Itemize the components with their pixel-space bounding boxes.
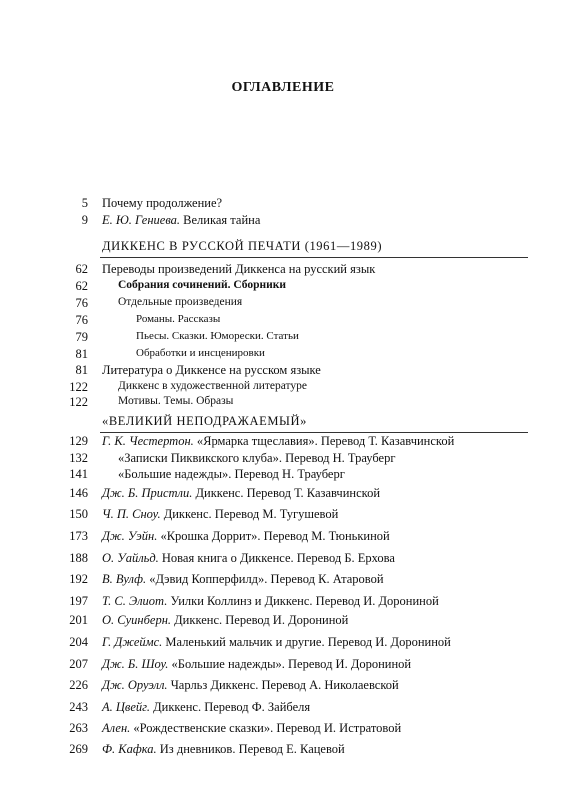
page-number: 76 (75, 296, 88, 310)
entry-author: Дж. Б. Пристли. (102, 486, 193, 500)
entry-author: Г. К. Честертон. (102, 434, 194, 448)
page-number: 79 (75, 330, 88, 344)
page-number: 243 (69, 700, 88, 714)
page-number: 9 (81, 213, 88, 227)
page-number: 188 (69, 551, 88, 565)
page-title: ОГЛАВЛЕНИЕ (231, 80, 335, 95)
entry-title: Диккенс. Перевод Т. Казавчинской (195, 486, 381, 500)
entry-title: Переводы произведений Диккенса на русский язык (102, 262, 376, 276)
page-number: 192 (69, 572, 88, 586)
page-number: 5 (81, 196, 88, 210)
entry-title: Романы. Рассказы (136, 313, 221, 325)
entry-author: Дж. Уэйн. (102, 529, 158, 543)
entry-title: Литература о Диккенсе на русском языке (102, 363, 321, 377)
page-number: 146 (69, 486, 88, 500)
entry-title: Диккенс. Перевод Ф. Зайбеля (153, 700, 311, 714)
entry-title: «Ярмарка тщеславия». Перевод Т. Казавчинской (196, 434, 455, 448)
entry-title: Маленький мальчик и другие. Перевод И. Дорониной (165, 635, 451, 649)
entry-title: Почему продолжение? (102, 196, 223, 210)
entry-title: «Рождественские сказки». Перевод И. Истратовой (133, 721, 402, 735)
entry-title: Собрания сочинений. Сборники (118, 279, 287, 291)
entry-author: О. Уайльд. (102, 551, 159, 565)
page-number: 122 (69, 395, 88, 409)
section-divider (100, 432, 528, 433)
entry-author: Дж. Оруэлл. (102, 678, 168, 692)
page-number: 207 (69, 657, 88, 671)
entry-title: Диккенс. Перевод М. Тугушевой (163, 507, 339, 521)
entry-title: Из дневников. Перевод Е. Кацевой (159, 742, 345, 756)
entry-title: Диккенс в художественной литературе (118, 380, 308, 392)
entry-author: Ф. Кафка. (102, 742, 157, 756)
entry-author: Г. Джеймс. (102, 635, 163, 649)
entry-title: Великая тайна (183, 213, 261, 227)
entry-author: А. Цвейг. (102, 700, 150, 714)
entry-author: Т. С. Элиот. (102, 594, 168, 608)
section-divider (100, 257, 528, 258)
page-number: 173 (69, 529, 88, 543)
entry-title: Отдельные произведения (118, 296, 243, 308)
contents-page: ОГЛАВЛЕНИЕ 5 Почему продолжение? 9 Е. Ю. Гениева. Великая тайна ДИККЕНС В РУССКОЙ ПЕЧАТИ (1961—1989) 62 Переводы произведений Диккенса на русский язык 62 Собрания сочинений. Сборники 76 Отдельные произведения 76 Романы. Рассказы 79 Пьесы. Сказки. Юморески. Статьи 81 Обработки и инсценировки 81 Литература о Диккенсе на русском языке 122 Диккенс в художественной литературе 122 Мотивы. Темы. Образы «ВЕЛИКИЙ НЕПОДРАЖАЕМЫЙ» 129 Г. К. Честертон. «Ярмарка тщеславия». Перевод Т. Казавчинской 132 «Записки Пиквикского клуба». Перевод Н. Трауберг 141 «Большие надежды». Перевод Н. Трауберг 146 Дж. Б. Пристли. Диккенс. Перевод Т. Казавчинской 150 Ч. П. Сноу. Диккенс. Перевод М. Тугушевой 173 Дж. Уэйн. «Крошка Доррит». Перевод М. Тюнькиной 188 О. Уайльд. Новая книга о Диккенсе. Перевод Б. Ерхова 192 В. Вулф. «Дэвид Копперфилд». Перевод К. Атаровой 197 Т. С. Элиот. Уилки Коллинз и Диккенс. Перевод И. Дорониной 201 О. Суинберн. Диккенс. Перевод И. Дорониной 204 Г. Джеймс. Маленький мальчик и другие. Перевод И. Дорониной 207 Дж. Б. Шоу. «Большие надежды». Перевод И. Дорониной 226 Дж. Оруэлл. Чарльз Диккенс. Перевод А. Николаевской 243 А. Цвейг. Диккенс. Перевод Ф. Зайбеля 263 Ален. «Рождественские сказки». Перевод И. Истратовой 269 Ф. Кафка. Из дневников. Перевод Е. Кацевой (0, 0, 566, 800)
entry-title: Мотивы. Темы. Образы (118, 395, 234, 407)
entry-title: Уилки Коллинз и Диккенс. Перевод И. Дорониной (170, 594, 439, 608)
entry-author: Е. Ю. Гениева. (102, 213, 181, 227)
page-number: 150 (69, 507, 88, 521)
page-number: 81 (75, 363, 88, 377)
page-number: 62 (75, 279, 88, 293)
entry-author: Дж. Б. Шоу. (102, 657, 169, 671)
entry-title: Чарльз Диккенс. Перевод А. Николаевской (170, 678, 399, 692)
entry-title: «Большие надежды». Перевод Н. Трауберг (118, 467, 345, 481)
entry-title: Новая книга о Диккенсе. Перевод Б. Ерхова (161, 551, 395, 565)
entry-title: «Крошка Доррит». Перевод М. Тюнькиной (160, 529, 390, 543)
page-number: 263 (69, 721, 88, 735)
entry-title: «Большие надежды». Перевод И. Дорониной (171, 657, 412, 671)
entry-author: Ален. (102, 721, 131, 735)
entry-title: «Дэвид Копперфилд». Перевод К. Атаровой (149, 572, 384, 586)
page-number: 129 (69, 434, 88, 448)
entry-title: Пьесы. Сказки. Юморески. Статьи (136, 330, 299, 342)
page-number: 204 (69, 635, 88, 649)
page-number: 132 (69, 451, 88, 465)
entry-author: О. Суинберн. (102, 613, 172, 627)
entry-author: В. Вулф. (102, 572, 147, 586)
page-number: 81 (75, 347, 88, 361)
page-number: 141 (69, 467, 88, 481)
page-number: 122 (69, 380, 88, 394)
page-number: 226 (69, 678, 88, 692)
page-number: 269 (69, 742, 88, 756)
page-number: 201 (69, 613, 88, 627)
page-number: 76 (75, 313, 88, 327)
entry-title: Диккенс. Перевод И. Дорониной (174, 613, 349, 627)
page-number: 62 (75, 262, 88, 276)
entry-title: Обработки и инсценировки (136, 347, 265, 359)
entry-author: Ч. П. Сноу. (102, 507, 161, 521)
entry-title: «Записки Пиквикского клуба». Перевод Н. Трауберг (118, 451, 396, 465)
page-number: 197 (69, 594, 88, 608)
